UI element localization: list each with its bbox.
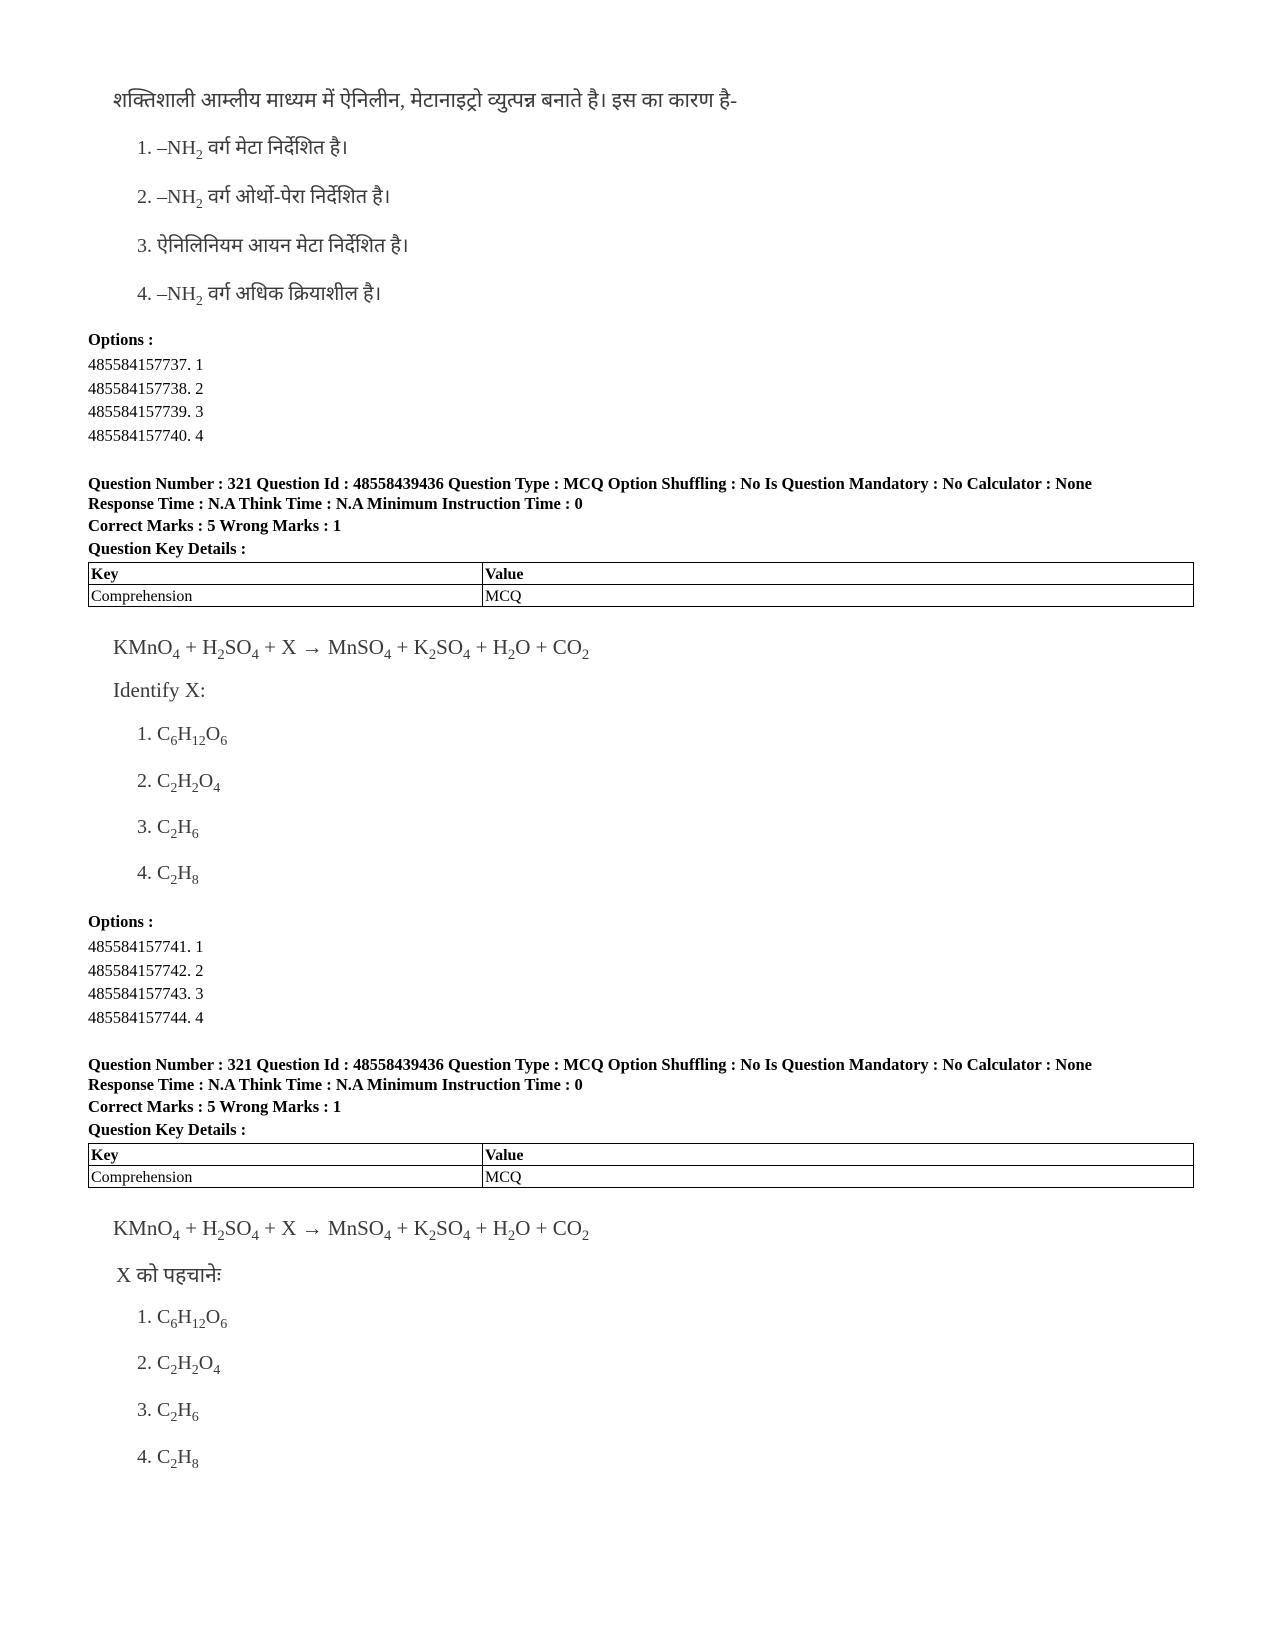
option-id: 485584157742. 2 [88, 960, 204, 980]
q1-options-list [88, 353, 204, 447]
q2-prompt: Identify X: [113, 678, 206, 702]
q3-choice-3: 3. $C_2H_6$ [137, 1399, 199, 1425]
q2-header-line2: Response Time : N.A Think Time : N.A Minimum Instruction Time : 0 [88, 494, 583, 513]
table-row [89, 585, 1194, 607]
q2-options-list [88, 935, 204, 1029]
option-id: 485584157743. 3 [88, 984, 204, 1003]
q2-marks: Correct Marks : 5 Wrong Marks : 1 [88, 516, 342, 535]
q1-choice-4: 4. $-NH_2$ वर्ग अधिक क्रियाशील है। [137, 283, 382, 309]
q3-equation: KMnO$_4$ + $H_2SO_4 + X$ → MnSO$_4$ + $K_2SO_4 + H_2O + CO_2$ [113, 1216, 590, 1245]
table-cell-value: MCQ [483, 585, 1194, 607]
q1-choice-1: 1. $-NH_2$ वर्ग मेटा निर्देशित है। [137, 137, 348, 163]
q1-options-label: Options : [88, 330, 154, 349]
table-header-row [89, 563, 1194, 585]
q2-header-line1: Question Number : 321 Question Id : 48558439436 Question Type : MCQ Option Shuffling : No Is Question Mandatory : No Calculator : None [88, 474, 1092, 493]
table-row [89, 1166, 1194, 1188]
table-cell-key: Comprehension [89, 1166, 483, 1188]
option-id: 485584157737. 1 [88, 355, 204, 374]
q3-header-line2: Response Time : N.A Think Time : N.A Minimum Instruction Time : 0 [88, 1075, 583, 1094]
option-id: 485584157741. 1 [88, 937, 204, 956]
table-header-row [89, 1144, 1194, 1166]
option-id: 485584157740. 4 [88, 425, 204, 445]
q3-choice-2: 2. $C_2H_2O_4$ [137, 1352, 221, 1378]
option-id: 485584157739. 3 [88, 402, 204, 421]
q3-choice-1: 1. $C_6H_{12}O_6$ [137, 1306, 228, 1332]
q2-key-table [88, 562, 1194, 607]
q1-choice-3: 3. ऐनिलिनियम आयन मेटा निर्देशित है। [137, 235, 409, 257]
q1-stem: शक्तिशाली आम्लीय माध्यम में ऐनिलीन, मेटानाइट्रो व्युत्पन्न बनाते है। इस का कारण है- [113, 88, 738, 112]
option-id: 485584157738. 2 [88, 378, 204, 398]
q3-header [88, 1055, 1092, 1095]
q2-choice-1: 1. $C_6H_{12}O_6$ [137, 723, 228, 749]
q3-marks: Correct Marks : 5 Wrong Marks : 1 [88, 1097, 342, 1116]
table-cell-key: Comprehension [89, 585, 483, 607]
q2-key-details-label: Question Key Details : [88, 539, 247, 558]
q2-header [88, 474, 1092, 514]
q2-choice-3: 3. $C_2H_6$ [137, 816, 199, 842]
table-header-key: Key [89, 563, 483, 585]
table-header-key: Key [89, 1144, 483, 1166]
q3-key-details-label: Question Key Details : [88, 1120, 247, 1139]
q2-choice-2: 2. $C_2H_2O_4$ [137, 770, 221, 796]
q2-choice-4: 4. $C_2H_8$ [137, 862, 199, 888]
table-cell-value: MCQ [483, 1166, 1194, 1188]
q3-choice-4: 4. $C_2H_8$ [137, 1446, 199, 1472]
table-header-value: Value [483, 1144, 1194, 1166]
q2-options-label: Options : [88, 912, 154, 931]
table-header-value: Value [483, 563, 1194, 585]
q3-prompt: X को पहचानेः [116, 1263, 221, 1287]
q1-choice-2: 2. $-NH_2$ वर्ग ओर्थो-पेरा निर्देशित है। [137, 186, 391, 212]
q2-equation: KMnO$_4$ + $H_2SO_4 + X$ → MnSO$_4$ + $K_2SO_4 + H_2O + CO_2$ [113, 635, 590, 664]
q3-header-line1: Question Number : 321 Question Id : 48558439436 Question Type : MCQ Option Shuffling : No Is Question Mandatory : No Calculator : None [88, 1055, 1092, 1074]
option-id: 485584157744. 4 [88, 1007, 204, 1027]
q3-key-table [88, 1143, 1194, 1188]
